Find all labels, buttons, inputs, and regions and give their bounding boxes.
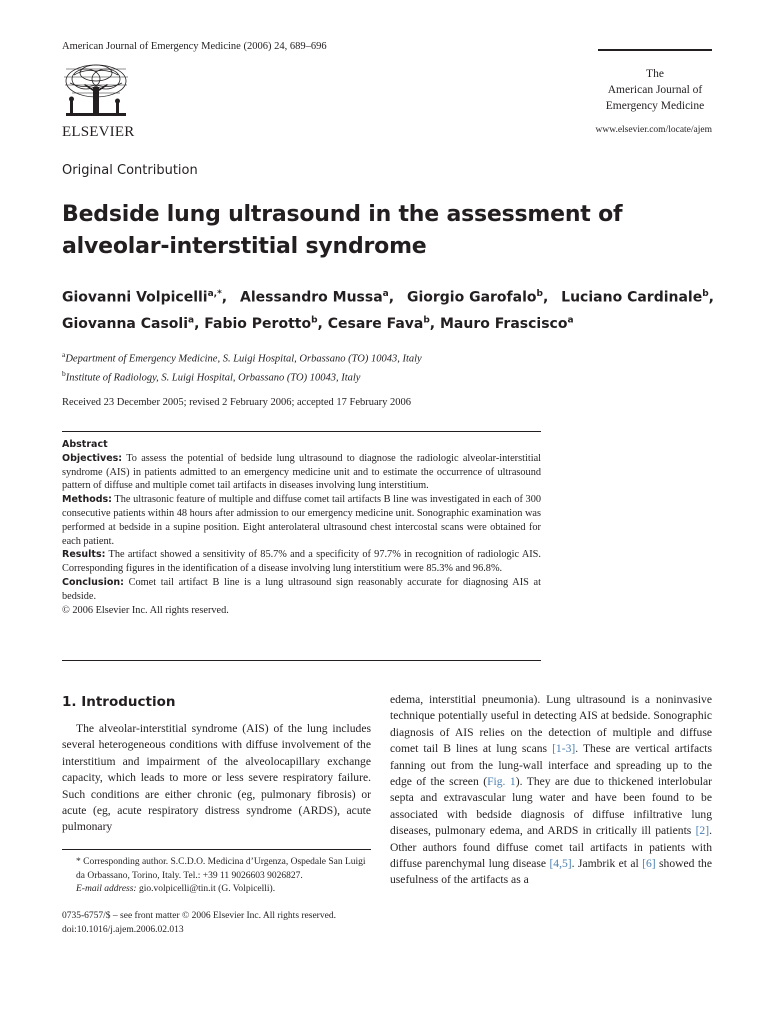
journal-citation: American Journal of Emergency Medicine (2006) 24, 689–696 bbox=[62, 41, 327, 52]
journal-name bbox=[580, 66, 730, 114]
reference-link[interactable]: [2] bbox=[695, 824, 710, 838]
affiliations bbox=[62, 348, 422, 385]
author[interactable]: Luciano Cardinale$^b$, bbox=[561, 289, 714, 306]
email-line: E-mail address: gio.volpicelli@tin.it (G. Volpicelli). bbox=[76, 884, 276, 894]
abstract-results: Results: The artifact showed a sensitivity of 85.7% and a specificity of 97.7% in recognition of radiologic AIS. Corresponding figures in the identification of a disease involving lung interstitium were 85.3% and 96.8%. bbox=[62, 549, 541, 575]
publisher-name: ELSEVIER bbox=[62, 124, 135, 140]
footnote-rule bbox=[62, 849, 371, 850]
front-matter-info bbox=[62, 910, 336, 937]
author-line bbox=[62, 310, 714, 337]
author-list bbox=[62, 283, 714, 336]
author[interactable]: Giovanna Casoli$^a$, bbox=[62, 315, 205, 333]
issn-line: 0735-6757/$ – see front matter © 2006 Elsevier Inc. All rights reserved. bbox=[62, 911, 336, 921]
author-line bbox=[62, 283, 714, 310]
author[interactable]: Giovanni Volpicelli$^{a,*}$, bbox=[62, 289, 228, 306]
abstract-objectives: Objectives: To assess the potential of bedside lung ultrasound to diagnose the radiologic alveolar-interstitial syndrome (AIS) in patients admitted to an emergency medicine unit and to estimate the occurrence of ultrasound pattern of diffuse and multiple comet tail artifacts in diseases involving lung interstitium. bbox=[62, 452, 541, 492]
author[interactable]: Alessandro Mussa$^a$, bbox=[240, 289, 395, 306]
author[interactable]: Fabio Perotto$^b$, bbox=[204, 315, 328, 333]
abstract-conclusion: Conclusion: Comet tail artifact B line is a lung ultrasound sign reasonably accurate for diagnosing AIS at bedside. bbox=[62, 576, 541, 602]
affiliation: $^a$Department of Emergency Medicine, S. Luigi Hospital, Orbassano (TO) 10043, Italy bbox=[62, 350, 422, 365]
received-dates: Received 23 December 2005; revised 2 February 2006; accepted 17 February 2006 bbox=[62, 397, 412, 408]
doi-line[interactable]: doi:10.1016/j.ajem.2006.02.013 bbox=[62, 924, 184, 935]
figure-link[interactable]: Fig. 1 bbox=[487, 775, 516, 789]
reference-link[interactable]: [1-3] bbox=[552, 742, 576, 756]
section-heading-introduction: 1. Introduction bbox=[62, 694, 176, 710]
body-text-left-column: The alveolar-interstitial syndrome (AIS) of the lung includes several heterogeneous conditions with diffuse involvement of the interstitium and impairment of the alveolocapillary exchange capacity, which leads to more or less severe respiratory failure. Such conditions are either chronic (eg, pulmonary fibrosis) or acute (eg, acute respiratory distress syndrome (ARDS), acute pulmonary bbox=[62, 722, 371, 834]
journal-name-line: American Journal of bbox=[607, 84, 703, 96]
journal-url[interactable]: www.elsevier.com/locate/ajem bbox=[595, 125, 712, 135]
body-text-right-column: edema, interstitial pneumonia). Lung ultrasound is a noninvasive technique potentially useful in detecting AIS at bedside. Sonographic diagnosis of AIS relies on the detection of multiple and diffuse comet tail B lines at lung scans [1-3]. These are vertical artifacts fanning out from the lung-wall interface and spreading up to the edge of the screen (Fig. 1). They are due to thickened interlobular septa and extravascular lung water and have been found to be associated with bedside diagnosis of diffuse infiltrative lung diseases, pulmonary edema, and ARDS in critically ill patients [2]. Other authors found diffuse comet tail artifacts in patients with diffuse parenchymal lung disease [4,5]. Jambrik et al [6] showed the usefulness of the artifacts as a bbox=[390, 693, 713, 887]
affiliation: $^b$Institute of Radiology, S. Luigi Hospital, Orbassano (TO) 10043, Italy bbox=[62, 368, 361, 383]
corresponding-author: * Corresponding author. S.C.D.O. Medicina d’Urgenza, Ospedale San Luigi da Orbassano, Torino, Italy. Tel.: +39 11 9026603 9026827. bbox=[76, 857, 366, 881]
abstract-bottom-rule bbox=[62, 660, 541, 661]
journal-name-line: The bbox=[646, 68, 664, 80]
reference-link[interactable]: [4,5] bbox=[549, 857, 572, 871]
reference-link[interactable]: [6] bbox=[642, 857, 656, 871]
author[interactable]: Cesare Fava$^b$, bbox=[327, 315, 440, 333]
author[interactable]: Giorgio Garofalo$^b$, bbox=[406, 289, 549, 306]
elsevier-tree-logo bbox=[62, 61, 130, 121]
abstract bbox=[62, 438, 541, 617]
title-line: Bedside lung ultrasound in the assessment of bbox=[62, 202, 623, 227]
journal-name-line: Emergency Medicine bbox=[605, 100, 705, 112]
abstract-heading: Abstract bbox=[62, 439, 108, 450]
corresponding-author-footnote bbox=[62, 856, 371, 897]
abstract-top-rule bbox=[62, 431, 541, 432]
author[interactable]: Mauro Frascisco$^a$ bbox=[440, 315, 574, 333]
abstract-copyright: © 2006 Elsevier Inc. All rights reserved. bbox=[62, 604, 229, 616]
journal-rule bbox=[598, 49, 712, 51]
email-address[interactable]: gio.volpicelli@tin.it (G. Volpicelli). bbox=[136, 884, 276, 894]
abstract-methods: Methods: The ultrasonic feature of multiple and diffuse comet tail artifacts B line was investigated in each of 300 consecutive patients within 48 hours after admission to our emergency medicine unit. Sonographic examination was performed at bedside in a supine position. Eight anterolateral ultrasound chest intercostal scans were obtained for each patient. bbox=[62, 494, 541, 547]
article-type: Original Contribution bbox=[62, 163, 198, 178]
article-title bbox=[62, 199, 702, 263]
title-line: alveolar-interstitial syndrome bbox=[62, 234, 427, 259]
